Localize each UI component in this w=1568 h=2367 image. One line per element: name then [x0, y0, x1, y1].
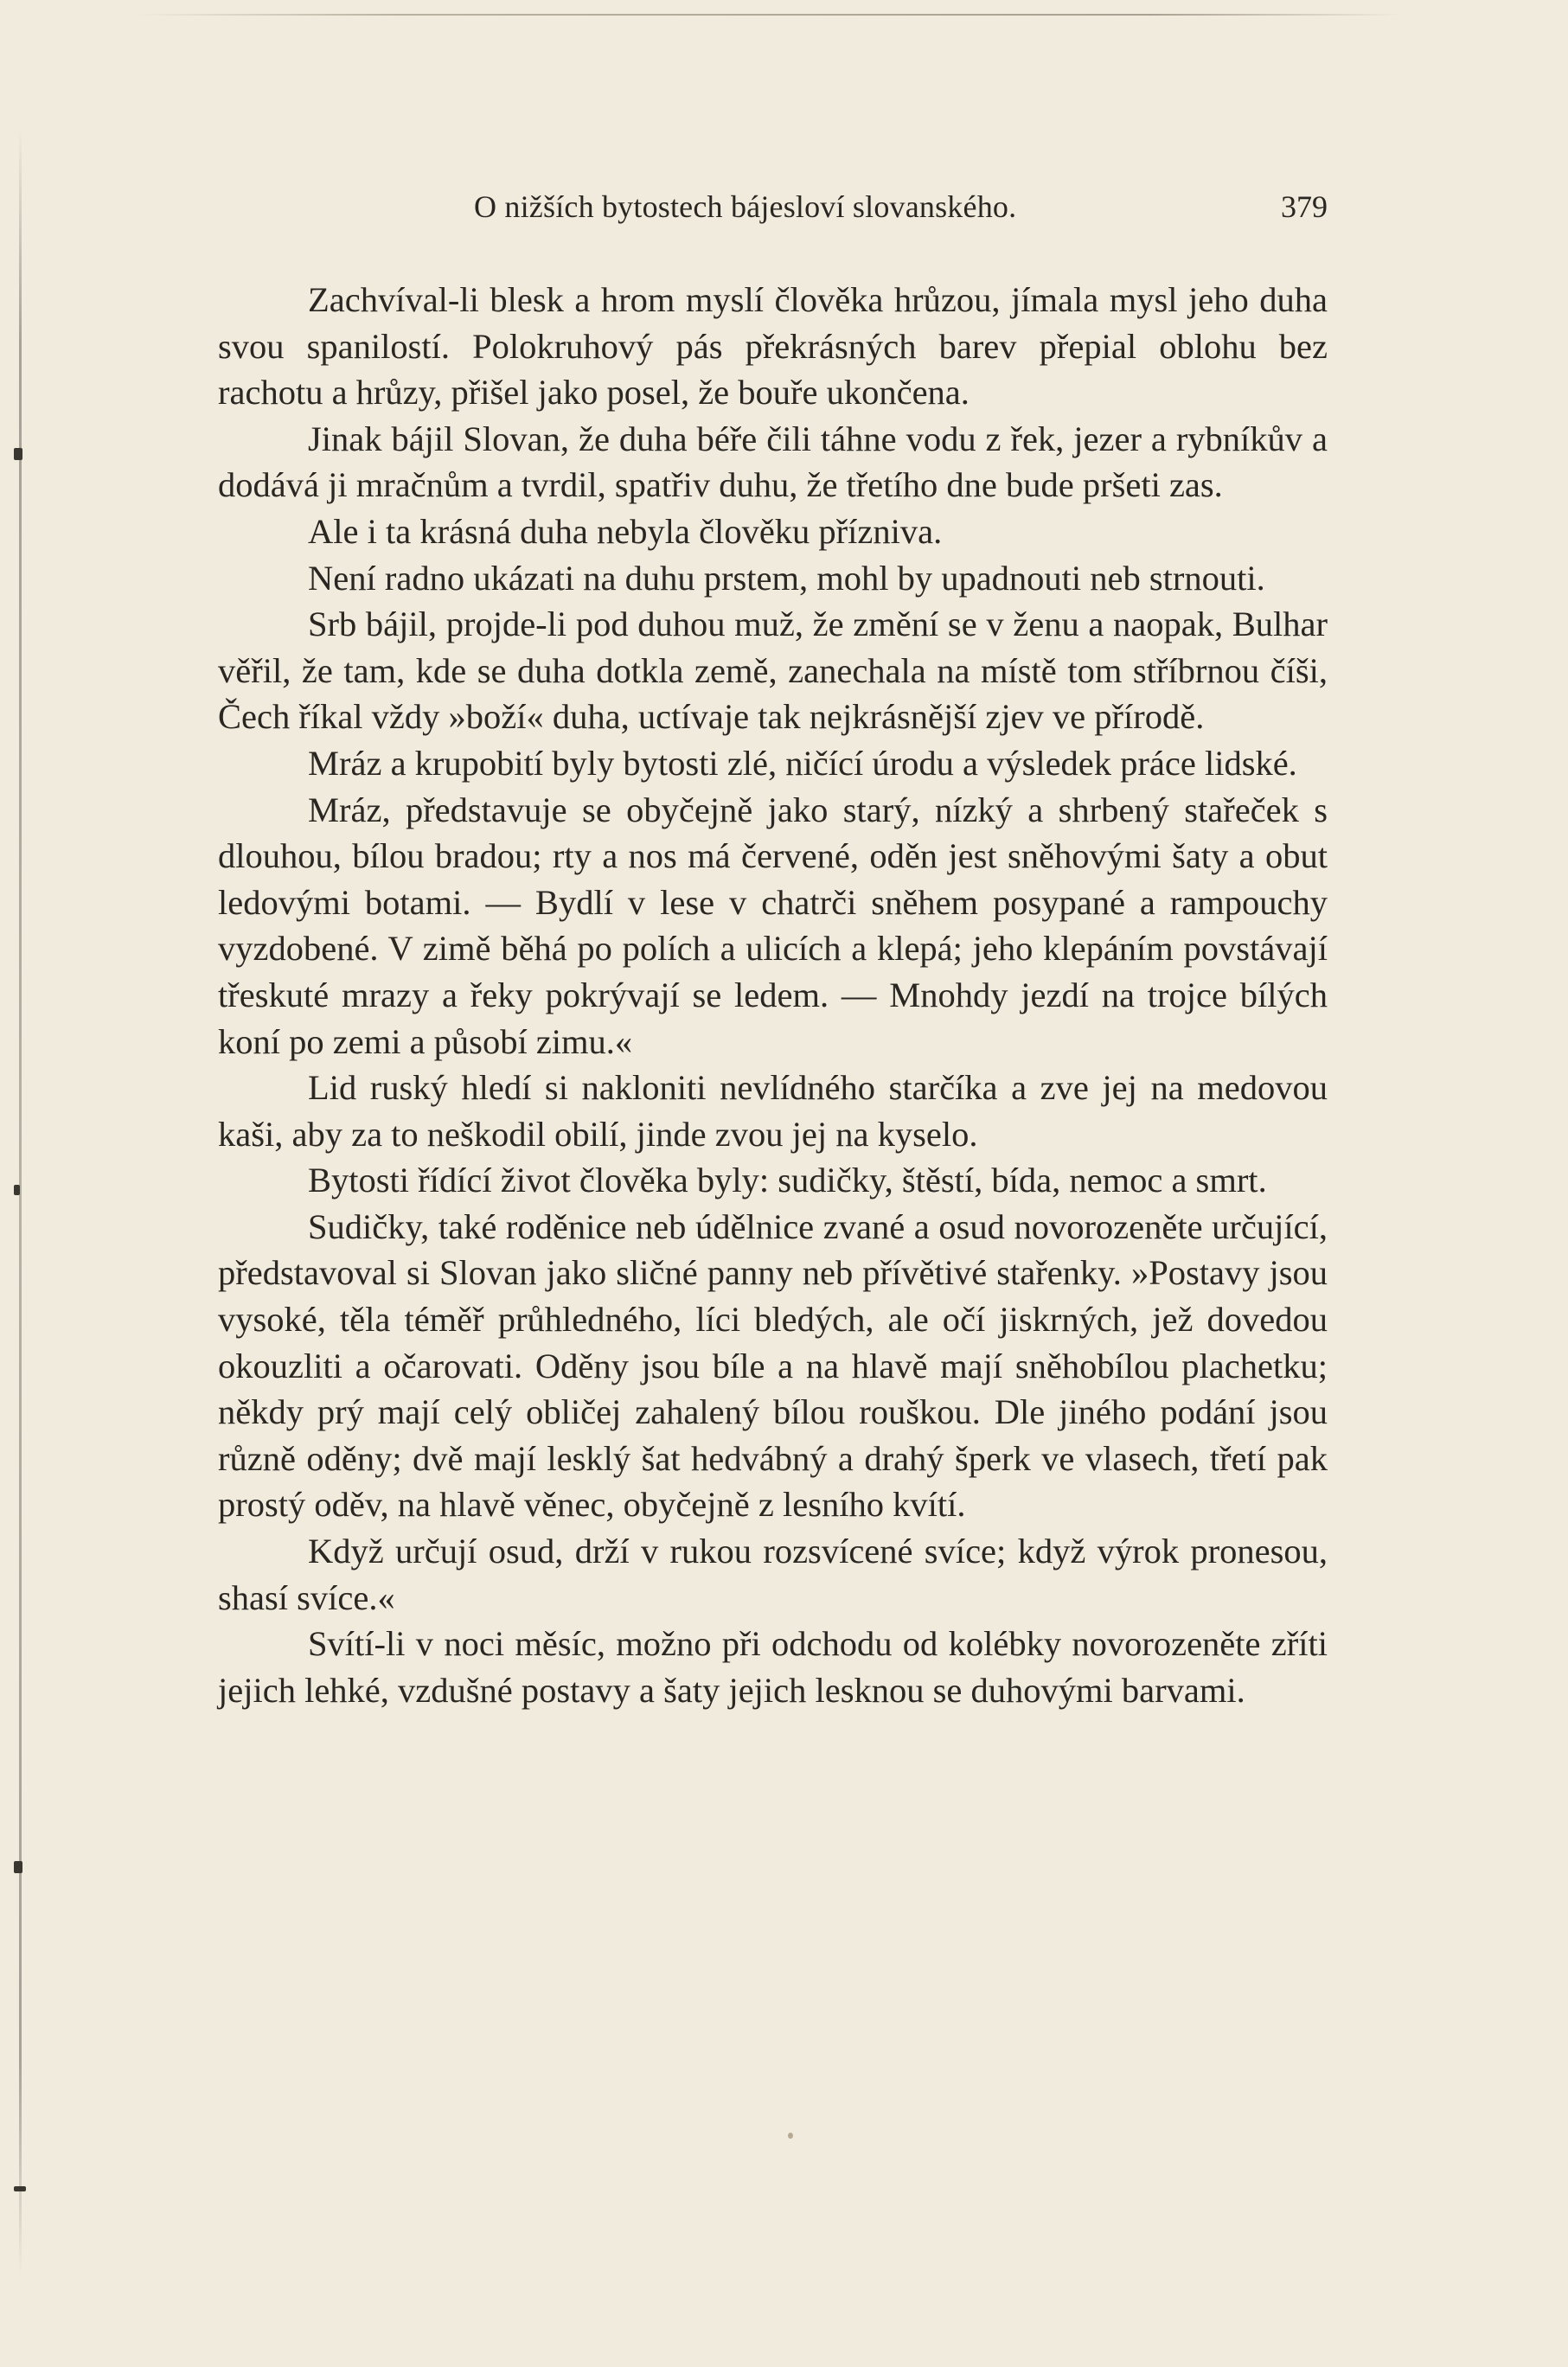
page-top-edge	[138, 14, 1401, 16]
page-number: 379	[1281, 189, 1328, 224]
paragraph: Zachvíval-li blesk a hrom myslí člověka hrůzou, jímala mysl jeho duha svou spanilostí. Polokruhový pás překrásných barev přepial oblohu bez rachotu a hrůzy, přišel jako posel, že bouře ukončena.	[218, 280, 1328, 413]
paragraph: Mráz a krupobití byly bytosti zlé, ničící úrodu a výsledek práce lidské.	[308, 743, 1297, 783]
paragraph: Není radno ukázati na duhu prstem, mohl by upadnouti neb strnouti.	[308, 558, 1265, 598]
paragraph: Srb bájil, projde-li pod duhou muž, že změní se v ženu a naopak, Bulhar věřil, že tam, kde se duha dotkla země, zanechala na místě tom stříbrnou číši, Čech říkal vždy »boží« duha, uctívaje tak nejkrásnější zjev ve přírodě.	[218, 605, 1328, 737]
running-title: O nižších bytostech bájesloví slovanského.	[474, 189, 1017, 224]
paragraph: Svítí-li v noci měsíc, možno při odchodu od kolébky novorozeněte zříti jejich lehké, vzdušné postavy a šaty jejich lesknou se duhovými barvami.	[218, 1624, 1328, 1710]
paragraph: Lid ruský hledí si nakloniti nevlídného starčíka a zve jej na medovou kaši, aby za to neškodil obilí, jinde zvou jej na kyselo.	[218, 1068, 1328, 1154]
paragraph: Když určují osud, drží v rukou rozsvícené svíce; když výrok pronesou, shasí svíce.«	[218, 1532, 1328, 1617]
paragraph: Bytosti řídící život člověka byly: sudičky, štěstí, bída, nemoc a smrt.	[308, 1161, 1267, 1200]
paragraph: Sudičky, také roděnice neb údělnice zvané a osud novorozeněte určující, představoval si Slovan jako sličné panny neb přívětivé stařenky. »Postavy jsou vysoké, těla téměř průhledného, líci bledých, ale očí jiskrných, jež dovedou okouzliti a očarovati. Oděny jsou bíle a na hlavě mají sněhobílou plachetku; někdy prý mají celý obličej zahalený bílou rouškou. Dle jiného podání jsou různě oděny; dvě mají lesklý šat hedvábný a drahý šperk ve vlasech, třetí pak prostý oděv, na hlavě věnec, obyčejně z lesního kvítí.	[218, 1206, 1328, 1525]
paper-speck	[788, 2133, 793, 2139]
body-text	[218, 277, 1328, 1713]
paragraph: Jinak bájil Slovan, že duha béře čili táhne vodu z řek, jezer a rybníkův a dodává ji mračnům a tvrdil, spatřiv duhu, že třetího dne bude pršeti zas.	[218, 419, 1328, 505]
margin-mark	[14, 1861, 22, 1873]
margin-mark	[14, 448, 22, 460]
margin-mark	[14, 2186, 26, 2191]
margin-mark	[14, 1185, 20, 1195]
paragraph: Ale i ta krásná duha nebyla člověku přízniva.	[308, 511, 943, 551]
paragraph: Mráz, představuje se obyčejně jako starý, nízký a shrbený stařeček s dlouhou, bílou bradou; rty a nos má červené, oděn jest sněhovými šaty a obut ledovými botami. — Bydlí v lese v chatrči sněhem posypané a rampouchy vyzdobené. V zimě běhá po polích a ulicích a klepá; jeho klepáním povstávají třeskuté mrazy a řeky pokrývají se ledem. — Mnohdy jezdí na trojce bílých koní po zemi a působí zimu.«	[218, 790, 1328, 1061]
page-header	[216, 189, 1328, 232]
